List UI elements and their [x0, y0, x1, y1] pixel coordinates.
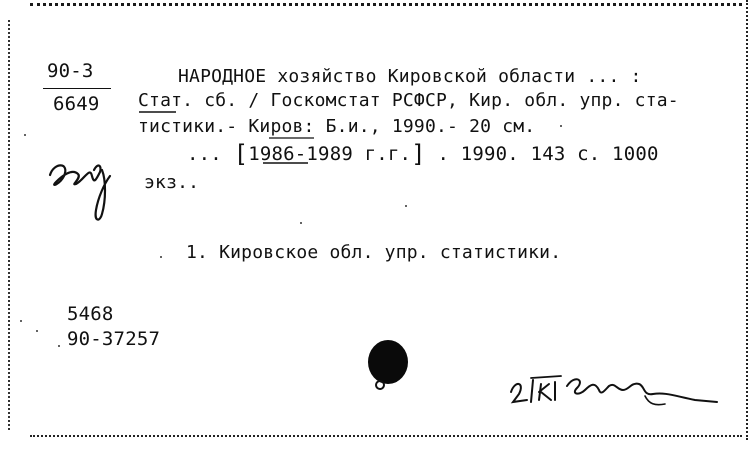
accession-number: 6649 — [53, 93, 100, 115]
copies-line: экз.. — [144, 172, 200, 193]
speck — [300, 222, 302, 224]
speck — [36, 330, 38, 332]
speck — [560, 125, 562, 127]
statement-line: Стат. сб. / Госкомстат РСФСР, Кир. обл. упр. ста- — [138, 90, 679, 111]
speck — [58, 345, 60, 347]
card-code-1: 5468 — [67, 303, 114, 325]
subject-heading: 1. Кировское обл. упр. статистики. — [186, 242, 562, 263]
card-top-edge — [30, 3, 742, 6]
handwritten-signature-icon — [505, 360, 725, 420]
call-number: 90-3 — [47, 60, 94, 82]
card-bottom-edge — [30, 435, 742, 437]
underline-stat — [138, 109, 178, 115]
speck — [405, 205, 407, 207]
card-right-edge — [746, 0, 748, 440]
underline-date — [262, 160, 312, 166]
imprint-line: тистики.- Киров: Б.и., 1990.- 20 см. — [138, 116, 536, 137]
punch-hole-icon — [362, 338, 412, 398]
extent-text: . 1990. 143 с. 1000 — [437, 143, 659, 165]
series-line — [187, 138, 659, 166]
card-left-edge — [8, 20, 10, 430]
date-range: 1986-1989 г.г. — [248, 143, 412, 165]
bracket-open: [ — [233, 140, 249, 168]
bracket-close: ] — [411, 140, 426, 168]
card-code-2: 90-37257 — [67, 328, 161, 350]
call-number-rule — [43, 88, 111, 89]
speck — [20, 320, 22, 322]
handwritten-mark-icon — [40, 140, 130, 230]
speck — [160, 256, 162, 258]
speck — [24, 134, 26, 136]
title-line: НАРОДНОЕ хозяйство Кировской области ... : — [178, 66, 642, 87]
series-prefix: ... — [187, 143, 222, 165]
underline-kirov — [268, 135, 318, 141]
